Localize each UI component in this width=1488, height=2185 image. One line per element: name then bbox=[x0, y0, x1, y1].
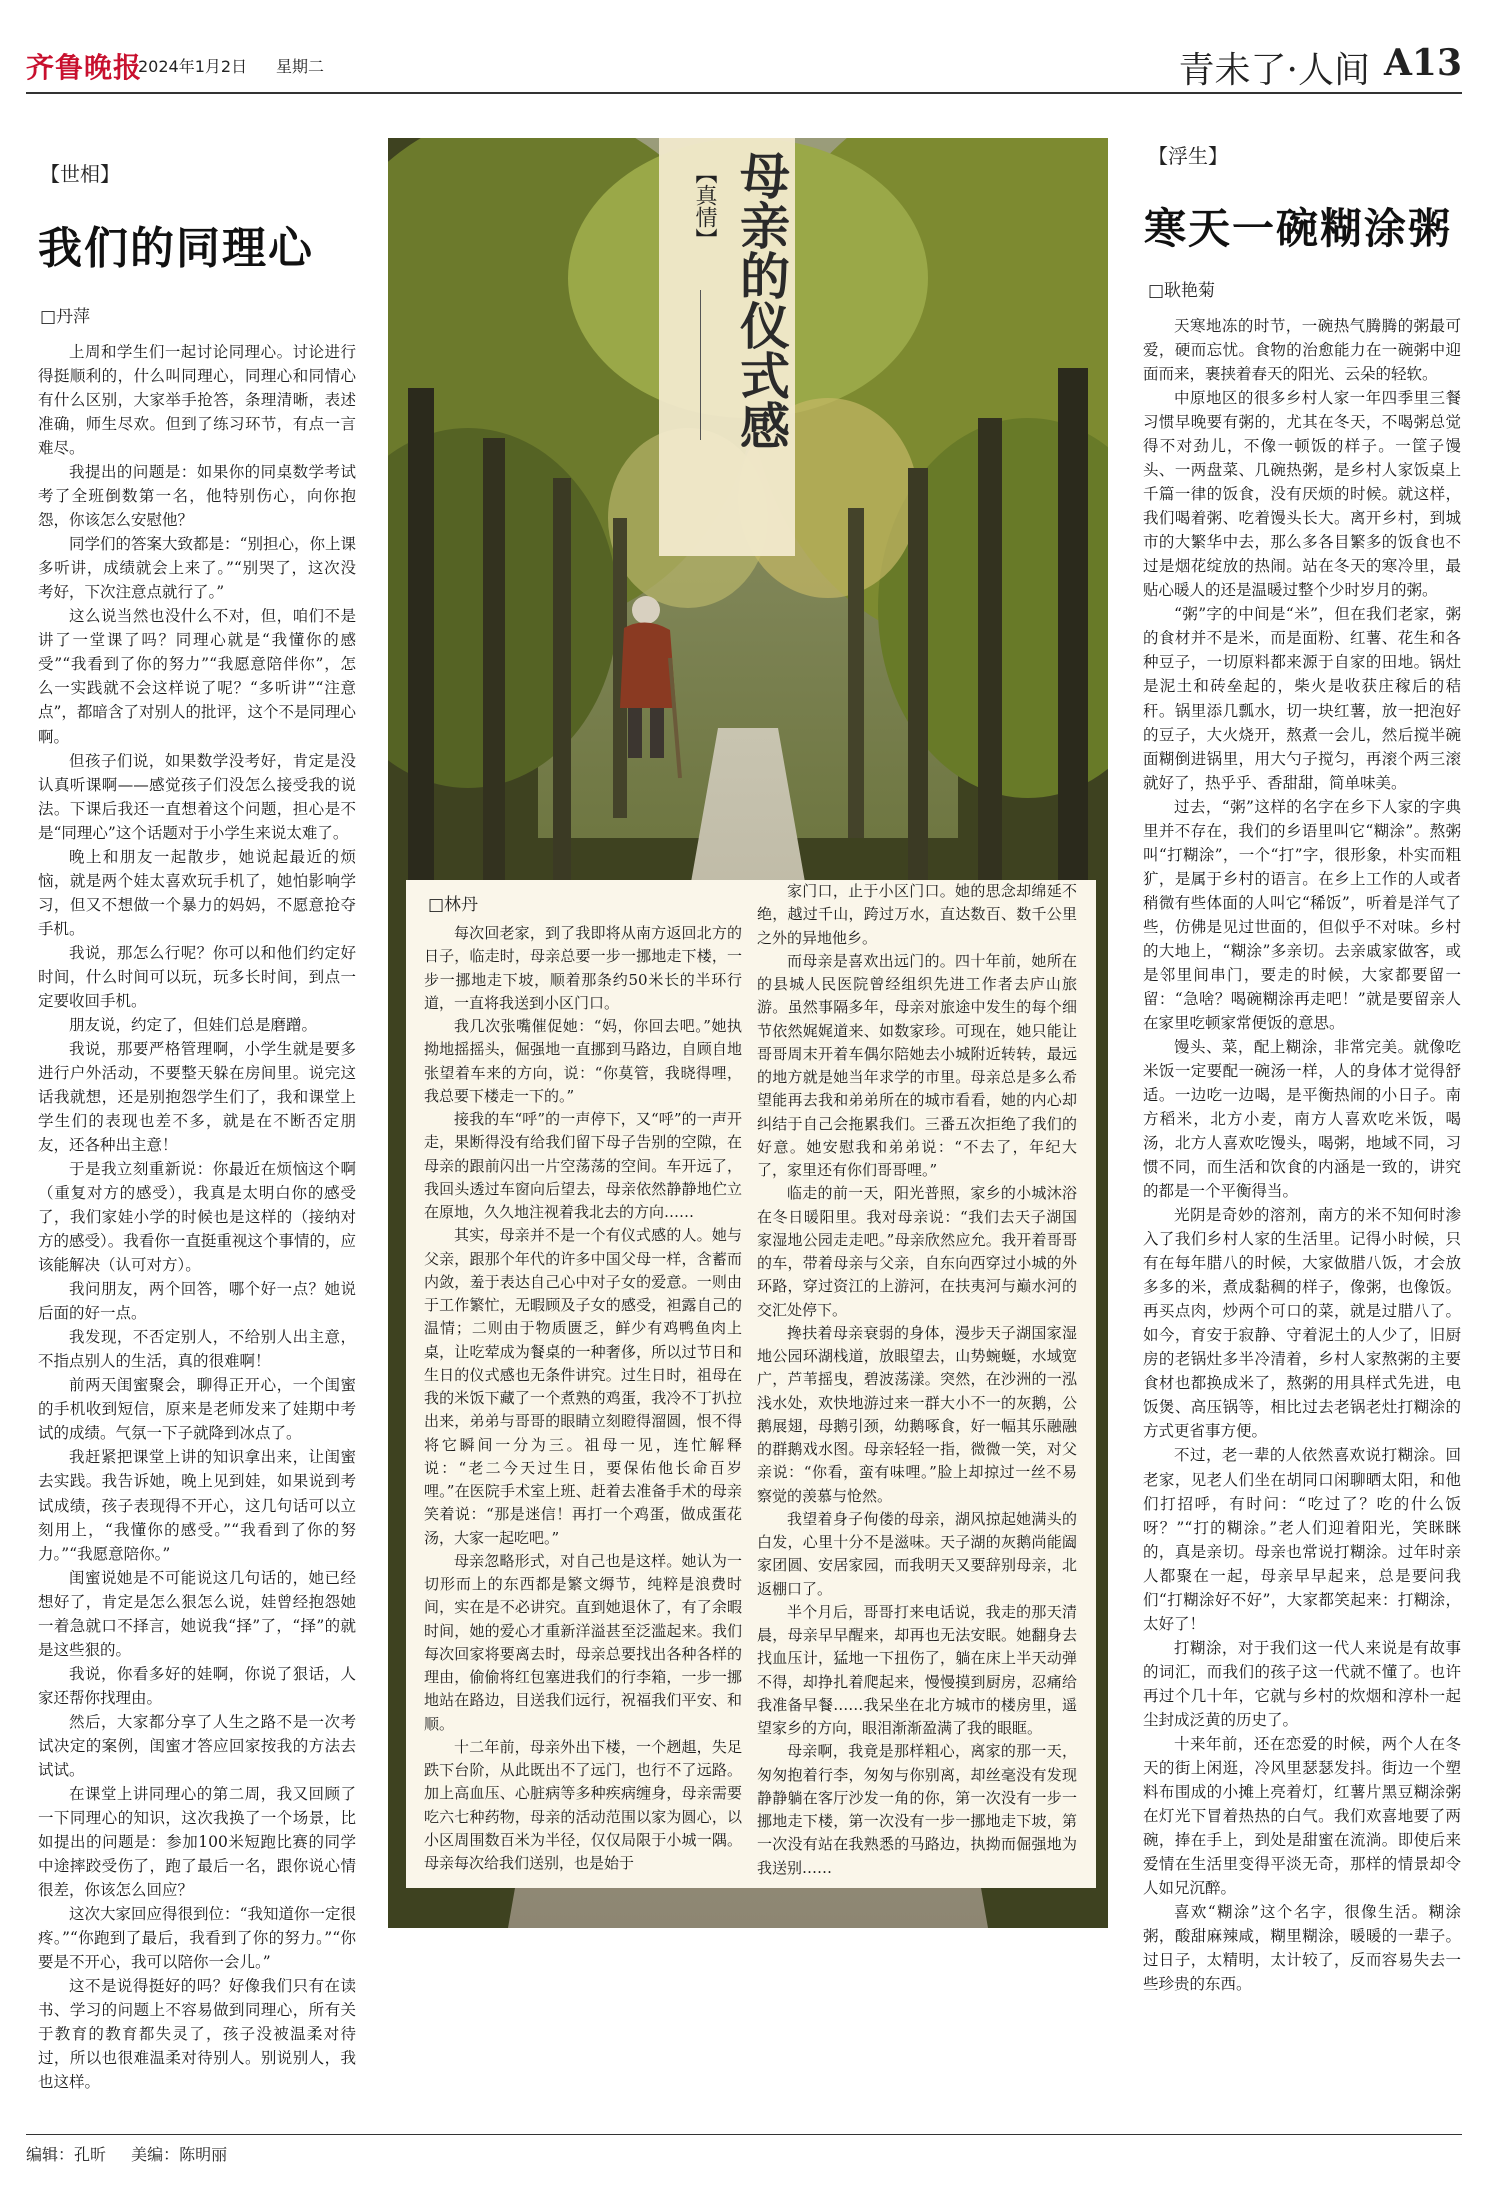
right-article-title: 寒天一碗糊涂粥 bbox=[1144, 204, 1453, 253]
paragraph: 晚上和朋友一起散步，她说起最近的烦恼，就是两个娃太喜欢玩手机了，她怕影响学习，但又不想做一个暴力的妈妈，不愿意抢夺手机。 bbox=[38, 847, 356, 938]
left-article-title: 我们的同理心 bbox=[38, 223, 314, 274]
feature-body-column-1 bbox=[424, 922, 742, 1875]
right-article-body bbox=[1143, 314, 1461, 1996]
feature-tag: 【真情】 bbox=[692, 162, 717, 250]
paragraph: 但孩子们说，如果数学没考好，肯定是没认真听课啊——感觉孩子们没怎么接受我的说法。下课后我还一直想着这个问题，担心是不是“同理心”这个话题对于小学生来说太难了。 bbox=[38, 751, 356, 842]
paragraph: 我提出的问题是：如果你的同桌数学考试考了全班倒数第一名，他特别伤心，向你抱怨，你该怎么安慰他？ bbox=[38, 463, 356, 530]
paragraph: 我几次张嘴催促她：“妈，你回去吧。”她执拗地摇摇头，倔强地一直挪到马路边，自顾自地张望着车来的方向，说：“你莫管，我晓得哩，我总要下楼走一下的。” bbox=[424, 1017, 742, 1105]
issue-weekday: 星期二 bbox=[276, 57, 325, 76]
header-rule bbox=[26, 92, 1462, 94]
newspaper-masthead: 齐鲁晚报 bbox=[26, 51, 143, 84]
issue-date: 2024年1月2日 bbox=[138, 57, 248, 76]
page-footer bbox=[26, 2142, 247, 2165]
paragraph: 闺蜜说她是不可能说这几句话的，她已经想好了，肯定是怎么狠怎么说，娃曾经抱怨她一着急就口不择言，她说我“择”了，“择”的就是这些狠的。 bbox=[38, 1568, 356, 1659]
paragraph: 这次大家回应得很到位：“我知道你一定很疼。”“你跑到了最后，我看到了你的努力。”“你要是不开心，我可以陪你一会儿。” bbox=[38, 1905, 356, 1972]
paragraph: 我说，那要严格管理啊，小学生就是要多进行户外活动，不要整天躲在房间里。说完这话我就想，还是别抱怨学生们了，我和课堂上学生们的表现也差不多，就是在不断否定朋友，还各种出主意！ bbox=[38, 1039, 356, 1155]
paragraph: 朋友说，约定了，但娃们总是磨蹭。 bbox=[69, 1015, 318, 1034]
paragraph: 中原地区的很多乡村人家一年四季里三餐习惯早晚要有粥的，尤其在冬天，不喝粥总觉得不对劲儿，不像一顿饭的样子。一筐子馒头、一两盘菜、几碗热粥，是乡村人家饭桌上千篇一律的饭食，没有厌烦的时候。就这样，我们喝着粥、吃着馒头长大。离开乡村，到城市的大繁华中去，那么多各目繁多的饭食也不过是烟花绽放的热闹。站在冬天的寒冷里，最贴心暖人的还是温暖过整个少时岁月的粥。 bbox=[1143, 389, 1461, 600]
paragraph: 馒头、菜，配上糊涂，非常完美。就像吃米饭一定要配一碗汤一样，人的身体才觉得舒适。一边吃一边喝，是平衡热闹的小日子。南方稻米，北方小麦，南方人喜欢吃米饭，喝汤，北方人喜欢吃馒头，喝粥，地域不同，习惯不同，而生活和饮食的内涵是一致的，讲究的都是一个平衡得当。 bbox=[1143, 1037, 1461, 1201]
paragraph: 光阴是奇妙的溶剂，南方的米不知何时渗入了我们乡村人家的生活里。记得小时候，只有在每年腊八的时候，大家做腊八饭，才会放多多的米，煮成黏稠的样子，像粥，也像饭。再买点肉，炒两个可口的菜，就是过腊八了。如今，育安于寂静、守着泥土的人少了，旧厨房的老锅灶多半冷清着，乡村人家熬粥的主要食材也都换成米了，熬粥的用具样式先进，电饭煲、高压锅等，相比过去老锅老灶打糊涂的方式更省事方便。 bbox=[1143, 1206, 1461, 1441]
paragraph: 而母亲是喜欢出远门的。四十年前，她所在的县城人民医院曾经组织先进工作者去庐山旅游。虽然事隔多年，母亲对旅途中发生的每个细节依然娓娓道来、如数家珍。可现在，她只能让哥哥周末开着车偶尔陪她去小城附近转转，最远的地方就是她当年求学的市里。母亲总是多么希望能再去我和弟弟所在的城市看看，她的内心却纠结于自己会拖累我们。三番五次拒绝了我们的好意。她安慰我和弟弟说：“不去了，年纪大了，家里还有你们哥哥哩。” bbox=[757, 951, 1077, 1179]
paragraph: 我发现，不否定别人，不给别人出主意，不指点别人的生活，真的很难啊！ bbox=[38, 1328, 356, 1371]
paragraph: 过去，“粥”这样的名字在乡下人家的字典里并不存在，我们的乡语里叫它“糊涂”。熬粥叫“打糊涂”，一个“打”字，很形象，朴实而粗犷，是属于乡村的语言。在乡上工作的人或者稍微有些体面的人叫它“稀饭”，听着是洋气了些，仿佛是见过世面的，但似乎不对味。乡村的大地上，“糊涂”多亲切。去亲戚家做客，或是邻里间串门，要走的时候，大家都要留一留：“急啥？喝碗糊涂再走吧！”就是要留亲人在家里吃顿家常便饭的意思。 bbox=[1143, 797, 1461, 1032]
editor-credit: 编辑：孔昕 bbox=[26, 2145, 107, 2164]
paragraph: 母亲忽略形式，对自己也是这样。她认为一切形而上的东西都是繁文缛节，纯粹是浪费时间，实在是不必讲究。直到她退休了，有了余暇时间，她的爱心才重新洋溢甚至泛滥起来。我们每次回家将要离去时，母亲总要找出各种各样的理由，偷偷将红包塞进我们的行李箱，一步一挪地站在路边，目送我们远行，祝福我们平安、和顺。 bbox=[424, 1551, 742, 1733]
paragraph: 于是我立刻重新说：你最近在烦恼这个啊（重复对方的感受），我真是太明白你的感受了，我们家娃小学的时候也是这样的（接纳对方的感受）。我看你一直挺重视这个事情的，应该能解决（认可对方）。 bbox=[38, 1160, 356, 1275]
paragraph: 然后，大家都分享了人生之路不是一次考试决定的案例，闺蜜才答应回家按我的方法去试试。 bbox=[38, 1712, 356, 1779]
paragraph: 母亲啊，我竟是那样粗心，离家的那一天，匆匆抱着行李，匆匆与你别离，却丝毫没有发现静静躺在客厅沙发一角的你，第一次没有一步一挪地走下楼，第一次没有一步一挪地走下坡，第一次没有站在我熟悉的马路边，执拗而倔强地为我送别…… bbox=[757, 1742, 1077, 1877]
page-header bbox=[26, 40, 1462, 96]
feature-author: □林丹 bbox=[428, 895, 479, 915]
footer-rule bbox=[26, 2134, 1462, 2135]
paragraph: 搀扶着母亲衰弱的身体，漫步天子湖国家湿地公园环湖栈道，放眼望去，山势蜿蜒，水域宽广，芦苇摇曳，碧波荡漾。突然，在沙洲的一泓浅水处，欢快地游过来一群大小不一的灰鹅，公鹅展翅，母鹅引颈，幼鹅啄食，好一幅其乐融融的群鹅戏水图。母亲轻轻一指，微微一笑，对父亲说：“你看，蛮有味哩。”脸上却掠过一丝不易察觉的羡慕与怆然。 bbox=[757, 1323, 1077, 1505]
paragraph: 不过，老一辈的人依然喜欢说打糊涂。回老家，见老人们坐在胡同口闲聊晒太阳，和他们打招呼，有时问：“吃过了？吃的什么饭呀？”“打的糊涂。”老人们迎着阳光，笑眯眯的，真是亲切。母亲也常说打糊涂。过年时亲人都聚在一起，母亲早早起来，总是要问我们“打糊涂好不好”，大家都笑起来：打糊涂，太好了！ bbox=[1143, 1446, 1461, 1633]
paragraph: 天寒地冻的时节，一碗热气腾腾的粥最可爱，硬而忘忧。食物的治愈能力在一碗粥中迎面而来，裹挟着春天的阳光、云朵的轻软。 bbox=[1143, 317, 1461, 384]
paragraph: 喜欢“糊涂”这个名字，很像生活。糊涂粥，酸甜麻辣咸，糊里糊涂，暖暖的一辈子。过日子，太精明，太计较了，反而容易失去一些珍贵的东西。 bbox=[1143, 1903, 1461, 1994]
right-article-author: □耿艳菊 bbox=[1148, 281, 1216, 301]
paragraph: 上周和学生们一起讨论同理心。讨论进行得挺顺利的，什么叫同理心，同理心和同情心有什么区别，大家举手抢答，条理清晰，表述准确，师生尽欢。但到了练习环节，有点一言难尽。 bbox=[38, 343, 356, 458]
paragraph: 同学们的答案大致都是：“别担心，你上课多听讲，成绩就会上来了。”“别哭了，这次没考好，下次注意点就行了。” bbox=[38, 535, 356, 602]
feature-title: 母亲的仪式感 bbox=[732, 150, 791, 450]
paragraph: 家门口，止于小区门口。她的思念却绵延不绝，越过千山，跨过万水，直达数百、数千公里之外的异地他乡。 bbox=[757, 882, 1077, 947]
paragraph: 我说，那怎么行呢？你可以和他们约定好时间，什么时间可以玩，玩多长时间，到点一定要收回手机。 bbox=[38, 943, 356, 1010]
left-article-tag: 【世相】 bbox=[40, 162, 120, 186]
paragraph: 我说，你看多好的娃啊，你说了狠话，人家还帮你找理由。 bbox=[38, 1664, 356, 1707]
paragraph: 我赶紧把课堂上讲的知识拿出来，让闺蜜去实践。我告诉她，晚上见到娃，如果说到考试成绩，孩子表现得不开心，这几句话可以立刻用上，“我懂你的感受。”“我看到了你的努力。”“我愿意陪你。” bbox=[38, 1448, 356, 1563]
page-number: A13 bbox=[1383, 42, 1462, 84]
feature-title-rule bbox=[700, 290, 701, 440]
paragraph: 每次回老家，到了我即将从南方返回北方的日子，临走时，母亲总要一步一挪地走下楼，一步一挪地走下坡，顺着那条约50米长的半环行道，一直将我送到小区门口。 bbox=[424, 924, 742, 1012]
paragraph: 十来年前，还在恋爱的时候，两个人在冬天的街上闲逛，冷风里瑟瑟发抖。街边一个塑料布围成的小摊上亮着灯，红薯片黑豆糊涂粥在灯光下冒着热热的白气。我们欢喜地要了两碗，捧在手上，到处是甜蜜在流淌。即使后来爱情在生活里变得平淡无奇，那样的情景却令人如兄沉醉。 bbox=[1143, 1734, 1461, 1898]
right-article-tag: 【浮生】 bbox=[1148, 144, 1228, 168]
paragraph: 接我的车“呼”的一声停下，又“呼”的一声开走，果断得没有给我们留下母子告别的空隙，在母亲的跟前闪出一片空荡荡的空间。车开远了，我回头透过车窗向后望去，母亲依然静静地伫立在原地，久久地注视着我北去的方向…… bbox=[424, 1110, 742, 1221]
paragraph: 临走的前一天，阳光普照，家乡的小城沐浴在冬日暖阳里。我对母亲说：“我们去天子湖国家湿地公园走走吧。”母亲欣然应允。我开着哥哥的车，带着母亲与父亲，自东向西穿过小城的外环路，穿过资江的上游河，在扶夷河与巅水河的交汇处停下。 bbox=[757, 1184, 1077, 1319]
section-name: 青未了·人间 bbox=[1178, 50, 1370, 91]
paragraph: 十二年前，母亲外出下楼，一个趔趄，失足跌下台阶，从此既出不了远门，也行不了远路。加上高血压、心脏病等多种疾病缠身，母亲需要吃六七种药物，母亲的活动范围以家为圆心，以小区周围数百米为半径，仅仅局限于小城一隅。母亲每次给我们送别，也是始于 bbox=[424, 1737, 742, 1872]
paragraph: 我问朋友，两个回答，哪个好一点？她说后面的好一点。 bbox=[38, 1280, 356, 1323]
paragraph: 我望着身子佝偻的母亲，湖风掠起她满头的白发，心里十分不是滋味。天子湖的灰鹅尚能阖家团圆、安居家园，而我明天又要辞别母亲，北返棚口了。 bbox=[757, 1509, 1077, 1598]
feature-body-column-2 bbox=[757, 880, 1077, 1880]
paragraph: “粥”字的中间是“米”，但在我们老家，粥的食材并不是米，而是面粉、红薯、花生和各种豆子，一切原料都来源于自家的田地。锅灶是泥土和砖垒起的，柴火是收获庄稼后的秸秆。锅里添几瓢水，切一块红薯，放一把泡好的豆子，大火烧开，熬煮一会儿，然后搅半碗面糊倒进锅里，用大勺子搅匀，再滚个两三滚就好了，热乎乎、香甜甜，简单味美。 bbox=[1143, 605, 1461, 792]
paragraph: 在课堂上讲同理心的第二周，我又回顾了一下同理心的知识，这次我换了一个场景，比如提出的问题是：参加100米短跑比赛的同学中途摔跤受伤了，跑了最后一名，跟你说心情很差，你该怎么回应？ bbox=[38, 1784, 356, 1899]
paragraph: 这不是说得挺好的吗？好像我们只有在读书、学习的问题上不容易做到同理心，所有关于教育的教育都失灵了，孩子没被温柔对待过，所以也很难温柔对待别人。别说别人，我也这样。 bbox=[38, 1977, 356, 2092]
paragraph: 其实，母亲并不是一个有仪式感的人。她与父亲，跟那个年代的许多中国父母一样，含蓄而内敛，羞于表达自己心中对子女的爱意。一则由于工作繁忙，无暇顾及子女的感受，袒露自己的温情；二则由于物质匮乏，鲜少有鸡鸭鱼肉上桌，让吃荤成为餐桌的一种奢侈，所以过节日和生日的仪式感也无条件讲究。过生日时，祖母在我的米饭下藏了一个煮熟的鸡蛋，我冷不丁扒拉出来，弟弟与哥哥的眼睛立刻瞪得溜圆，恨不得将它瞬间一分为三。祖母一见，连忙解释说：“老二今天过生日，要保佑他长命百岁哩。”在医院手术室上班、赶着去准备手术的母亲笑着说：“那是迷信！再打一个鸡蛋，做成蛋花汤，大家一起吃吧。” bbox=[424, 1226, 742, 1547]
paragraph: 打糊涂，对于我们这一代人来说是有故事的词汇，而我们的孩子这一代就不懂了。也许再过个几十年，它就与乡村的炊烟和淳朴一起尘封成泛黄的历史了。 bbox=[1143, 1638, 1461, 1729]
left-article-body bbox=[38, 340, 356, 2094]
paragraph: 这么说当然也没什么不对，但，咱们不是讲了一堂课了吗？同理心就是“我懂你的感受”“我看到了你的努力”“我愿意陪伴你”，怎么一实践就不会这样说了呢？“多听讲”“注意点”，都暗含了对别人的批评，这个不是同理心啊。 bbox=[38, 607, 356, 746]
designer-credit: 美编：陈明丽 bbox=[131, 2145, 228, 2164]
left-article-author: □丹萍 bbox=[40, 307, 91, 327]
paragraph: 前两天闺蜜聚会，聊得正开心，一个闺蜜的手机收到短信，原来是老师发来了娃期中考试的成绩。气氛一下子就降到冰点了。 bbox=[38, 1376, 356, 1443]
paragraph: 半个月后，哥哥打来电话说，我走的那天清晨，母亲早早醒来，却再也无法安眠。她翻身去找血压计，猛地一下扭伤了，躺在床上半天动弹不得，却挣扎着爬起来，慢慢摸到厨房，忍痛给我准备早餐……我呆坐在北方城市的楼房里，遥望家乡的方向，眼泪渐渐盈满了我的眼眶。 bbox=[757, 1602, 1077, 1737]
